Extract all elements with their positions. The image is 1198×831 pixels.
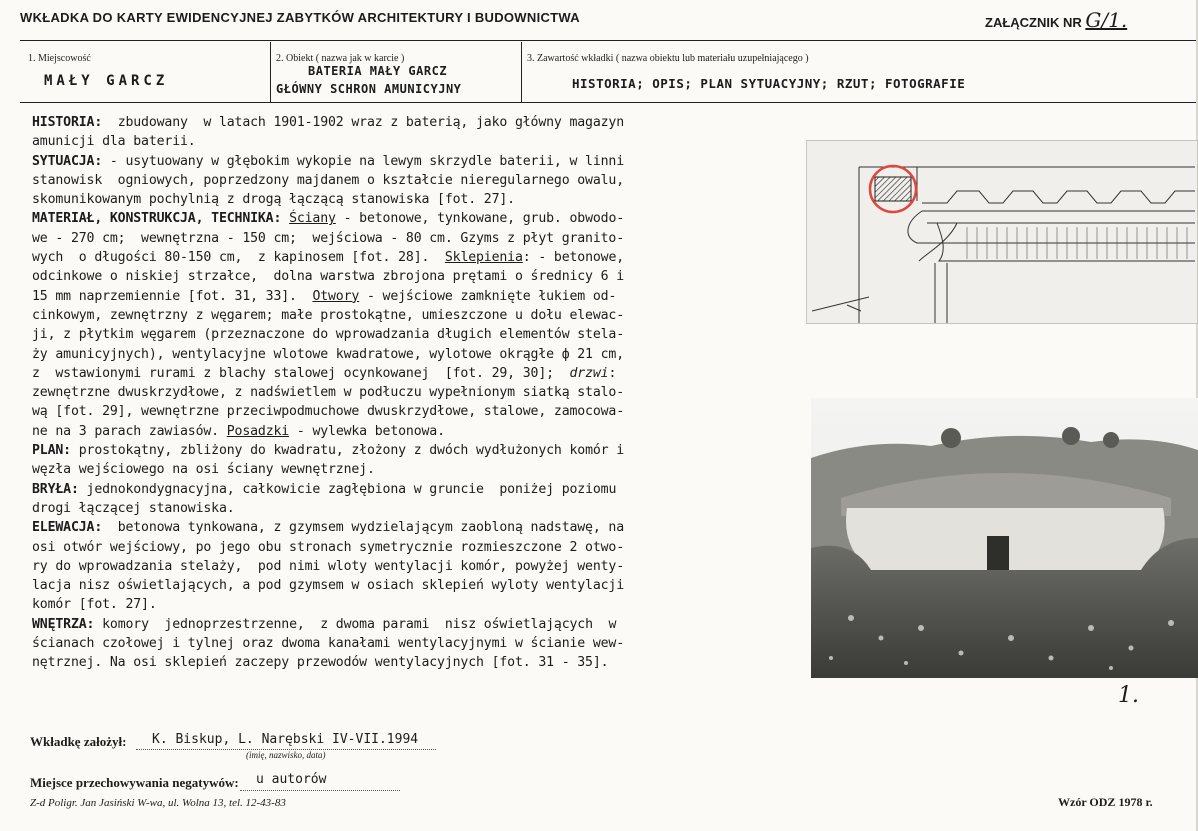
text-line: odcinkowe o niskiej strzałce, dolna warstwa zbrojona prętami o średnicy 6 i (32, 269, 625, 285)
card-title: WKŁADKA DO KARTY EWIDENCYJNEJ ZABYTKÓW ARCHITEKTURY I BUDOWNICTWA (20, 10, 580, 25)
text-line: nętrznej. Na osi sklepień zaczepy przewodów wentylacyjnych [fot. 31 - 35]. (32, 655, 609, 671)
text-line: amunicji dla baterii. (32, 134, 196, 150)
text-line: komór [fot. 27]. (32, 597, 157, 613)
divider-1 (270, 42, 271, 102)
text-line: lacja nisz oświetlających, a pod gzymsem w osiach sklepień wyloty wentylacji (32, 578, 625, 594)
heading-bryla: BRYŁA: (32, 481, 79, 497)
text-line: stanowisk ogniowych, poprzedzony majdanem o kształcie nieregularnego owalu, (32, 172, 625, 188)
text-span: : (608, 365, 617, 381)
site-plan-image (806, 140, 1198, 324)
text-line: wą [fot. 29], wewnętrzne przeciwpodmuchowe dwuskrzydłowe, stalowe, zamocowa- (32, 404, 625, 420)
attachment-handwritten-number: G/1. (1085, 8, 1128, 32)
printer-info: Z-d Poligr. Jan Jasiński W-wa, ul. Wolna 13, tel. 12-43-83 (30, 797, 286, 809)
entrance-door (987, 536, 1009, 570)
description-text (32, 113, 812, 673)
text-span: wych o długości 80-150 cm, z kapinosem [fot. 28]. (32, 250, 445, 266)
text-line (32, 364, 812, 383)
text-line: drogi łączącej stanowiska. (32, 500, 235, 516)
text-line (32, 209, 812, 228)
text-line (32, 248, 812, 267)
text-line: ży amunicyjnych), wentylacyjne wlotowe kwadratowe, wylotowe okrągłe ф 21 cm, (32, 346, 625, 362)
subheading-drzwi: drzwi (569, 365, 609, 381)
text-span: - usytuowany w głębokim wykopie na lewym skrzydle baterii, w linni (102, 153, 625, 169)
subheading-otwory: Otwory (312, 288, 360, 304)
text-line (32, 480, 812, 499)
text-line (32, 615, 812, 634)
author-hint: (imię, nazwisko, data) (246, 750, 326, 760)
heading-material: MATERIAŁ, KONSTRUKCJA, TECHNIKA: (32, 211, 282, 227)
field-1-label: 1. Miejscowość (28, 53, 91, 64)
divider-2 (521, 42, 522, 102)
storage-dotline (240, 790, 400, 791)
text-span: z wstawionymi rurami z blachy stalowej ocynkowanej [fot. 29, 30]; (32, 365, 570, 381)
text-line: skomunikowanym pochylnią z drogą łączącą stanowiska [fot. 27]. (32, 192, 515, 208)
text-span: zbudowany w latach 1901-1902 wraz z baterią, jako główny magazyn (102, 115, 625, 130)
subheading-sklepienia: Sklepienia (444, 250, 523, 266)
heading-plan: PLAN: (32, 443, 71, 459)
shelter-marker (875, 177, 911, 201)
subheading-sciany: Ściany (289, 211, 336, 227)
field-2-value-line1: BATERIA MAŁY GARCZ (308, 64, 448, 78)
text-line (32, 441, 812, 460)
author-label: Wkładkę założył: (30, 734, 127, 749)
text-span: prostokątny, zbliżony do kwadratu, złożony z dwóch wydłużonych komór i (70, 443, 625, 459)
text-line: cinkowym, zewnętrzny z węgarem; małe prostokątne, umieszczone u dołu elewac- (32, 307, 625, 323)
site-plan-drawing (807, 141, 1197, 323)
attachment-label: ZAŁĄCZNIK NR (985, 15, 1082, 30)
text-line (32, 152, 812, 171)
subheading-posadzki: Posadzki (226, 423, 290, 439)
rule-fields-bottom (20, 102, 1196, 103)
heading-historia: HISTORIA: (32, 115, 103, 130)
text-line: we - 270 cm; wewnętrzna - 150 cm; wejściowa - 80 cm. Gzyms z płyt granito- (32, 230, 625, 246)
heading-sytuacja: SYTUACJA: (32, 153, 103, 169)
text-span: - wejściowe zamknięte łukiem od- (359, 288, 617, 304)
text-span: jednokondygnacyjna, całkowicie zagłębiona w gruncie poniżej poziomu (78, 481, 617, 497)
text-line: węzła wejściowego na osi ściany wewnętrznej. (32, 462, 375, 478)
rule-top (20, 40, 1196, 41)
text-line (32, 518, 812, 537)
text-line: ścianach czołowej i tylnej oraz dwoma kanałami wentylacyjnymi w ścianie wew- (32, 636, 625, 652)
field-2-label: 2. Obiekt ( nazwa jak w karcie ) (276, 53, 405, 64)
text-line: ji, z płytkim węgarem (przeznaczone do wprowadzania długich elementów stela- (32, 327, 625, 343)
field-3-label: 3. Zawartość wkładki ( nazwa obiektu lub materiału uzupełniającego ) (527, 53, 809, 64)
storage-label: Miejsce przechowywania negatywów: (30, 775, 239, 790)
storage-value: u autorów (256, 772, 327, 787)
text-span: - wylewka betonowa. (289, 423, 445, 439)
form-model: Wzór ODZ 1978 r. (1058, 795, 1153, 809)
author-value: K. Biskup, L. Narębski IV-VII.1994 (152, 732, 419, 747)
text-span: ne na 3 parach zawiasów. (32, 423, 227, 439)
heading-elewacja: ELEWACJA: (32, 520, 103, 536)
text-line (32, 113, 812, 132)
field-3-value: HISTORIA; OPIS; PLAN SYTUACYJNY; RZUT; FOTOGRAFIE (572, 76, 966, 91)
text-line: ry do wprowadzania stelaży, pod nimi wloty wentylacji komór, powyżej wenty- (32, 558, 625, 574)
text-span: komory jednoprzestrzenne, z dwoma parami nisz oświetlających w (94, 616, 617, 632)
text-line: zewnętrzne dwuskrzydłowe, z nadświetlem w podłuczu wypełnionym siatką stalo- (32, 385, 625, 401)
attachment-number (985, 8, 1127, 32)
photo-caption-number: 1. (1118, 683, 1139, 708)
field-2-value-line2: GŁÓWNY SCHRON AMUNICYJNY (276, 82, 462, 96)
text-line (32, 422, 812, 441)
text-line: osi otwór wejściowy, po jego obu stronach symetrycznie rozmieszczone 2 otwo- (32, 539, 625, 555)
text-line (32, 287, 812, 306)
heading-wnetrza: WNĘTRZA: (32, 616, 95, 632)
text-span: : - betonowe, (522, 250, 625, 266)
text-span: 15 mm naprzemiennie [fot. 31, 33]. (32, 288, 313, 304)
field-1-value: MAŁY GARCZ (44, 73, 169, 89)
text-span: - betonowe, tynkowane, grub. obwodo- (335, 211, 625, 227)
shelter-photograph (811, 398, 1198, 678)
photograph-drawing (811, 398, 1198, 678)
text-span: betonowa tynkowana, z gzymsem wydzielającym zaobloną nadstawę, na (102, 520, 625, 536)
